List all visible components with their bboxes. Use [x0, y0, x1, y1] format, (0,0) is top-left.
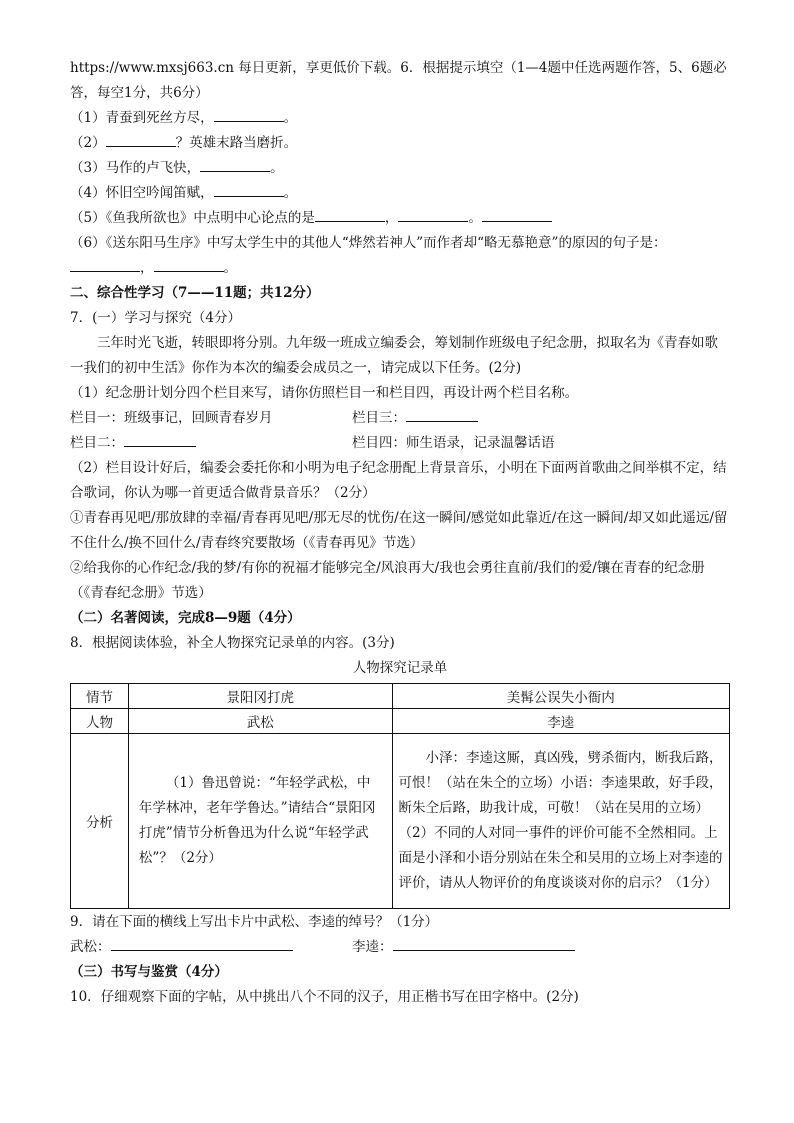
column-2: 栏目二：: [70, 431, 352, 456]
answer-blank[interactable]: [200, 157, 270, 172]
q9-answers: [70, 935, 730, 960]
analysis-quotes: 小泽：李逵这厮，真凶残，劈杀衙内，断我后路，可恨！（站在朱仝的立场）小语：李逵果敢，好手段，断朱仝后路，助我计成，可敬！（站在吴用的立场）: [398, 750, 723, 816]
answer-blank[interactable]: [106, 132, 176, 147]
table-header-cell: 美髯公误失小衙内: [392, 684, 729, 709]
song-1: ①青春再见吧/那放肆的幸福/青春再见吧/那无尽的忧伤/在这一瞬间/感觉如此靠近/在这一瞬间/却又如此遥远/留不住什么/换不回什么/青春终究要散场（《青春再见》节选）: [70, 510, 728, 551]
song-2: ②给我你的心作纪念/我的梦/有你的祝福才能够完全/风浪再大/我也会勇往直前/我们的爱/镶在青春的纪念册（《青春纪念册》节选）: [70, 560, 705, 601]
analysis-question-2: （2）不同的人对同一事件的评价可能不全然相同。上面是小泽和小语分别站在朱仝和吴用的立场上对李逵的评价，请从人物评价的角度谈谈对你的启示？（1分）: [398, 825, 723, 891]
answer-blank[interactable]: [398, 207, 468, 222]
q7-title: 7．(一）学习与探究（4分）: [70, 310, 241, 326]
column-4: 栏目四：师生语录，记录温馨话语: [352, 435, 555, 451]
exam-page: [70, 56, 730, 1010]
answer-blank[interactable]: [214, 107, 284, 122]
table-row: [71, 709, 730, 734]
q6-item-4: （4）怀旧空吟闻笛赋， 。: [70, 181, 730, 206]
analysis-right-cell: [392, 734, 729, 909]
table-cell: 人物: [71, 709, 129, 734]
q6-item-2: （2） ？英雄末路当磨折。: [70, 131, 730, 156]
header-line: https://www.mxsj663.cn 每日更新，享更低价下载。6．根据提示填空（1—4题中任选两题作答，5、6题必: [70, 60, 727, 76]
answer-blank[interactable]: [315, 207, 385, 222]
answer-blank[interactable]: [70, 257, 140, 272]
q7-intro: 三年时光飞逝，转眼即将分别。九年级一班成立编委会，筹划制作班级电子纪念册，拟取名为《青春如歌一我们的初中生活》你作为本次的编委会成员之一，请完成以下任务。(2分): [70, 335, 718, 376]
q7-sub2: （2）栏目设计好后，编委会委托你和小明为电子纪念册配上背景音乐，小明在下面两首歌曲之间举棋不定，结合歌词，你认为哪一首更适合做背景音乐？（2分）: [70, 460, 727, 501]
answer-blank[interactable]: [406, 407, 478, 422]
answer-blank[interactable]: [154, 257, 224, 272]
q9-prompt: 9．请在下面的横线上写出卡片中武松、李逵的绰号？（1分）: [70, 914, 439, 930]
q6-item-6: （6）《送东阳马生序》中写太学生中的其他人“烨然若神人”而作者却“略无慕艳意”的原因的句子是：: [70, 235, 667, 251]
wusong-answer: 武松：: [70, 935, 352, 960]
q8-prompt: 8．根据阅读体验，补全人物探究记录单的内容。(3分): [70, 635, 395, 651]
answer-blank[interactable]: [393, 936, 575, 951]
section-c-title: （三）书写与鉴赏（4分）: [70, 964, 228, 980]
q6-item-1: （1）青蚕到死丝方尽， 。: [70, 106, 730, 131]
column-row-1: [70, 406, 730, 431]
column-3: 栏目三：: [352, 406, 478, 431]
table-row: [71, 734, 730, 909]
table-row: [71, 684, 730, 709]
table-title: 人物探究记录单: [352, 660, 448, 676]
column-1: 栏目一：班级事记，回顾青春岁月: [70, 410, 273, 426]
section-2-title: 二、综合性学习（7——11题；共12分）: [70, 285, 320, 301]
answer-blank[interactable]: [124, 432, 196, 447]
analysis-left-cell: [128, 734, 392, 909]
answer-blank[interactable]: [111, 936, 293, 951]
table-cell: 武松: [128, 709, 392, 734]
q7-sub1: （1）纪念册计划分四个栏目来写，请你仿照栏目一和栏目四，再设计两个栏目名称。: [70, 385, 579, 401]
q6-item-3: （3）马作的卢飞快， 。: [70, 156, 730, 181]
header-line-2: 答，每空1分，共6分）: [70, 85, 209, 101]
table-header-cell: 情节: [71, 684, 129, 709]
likui-answer: 李逵：: [352, 935, 575, 960]
table-cell: 李逵: [392, 709, 729, 734]
q10-prompt: 10．仔细观察下面的字帖，从中挑出八个不同的汉子，用正楷书写在田字格中。(2分): [70, 989, 579, 1005]
q6-item-5: （5）《鱼我所欲也》中点明中心论点的是 ， 。: [70, 206, 730, 231]
answer-blank[interactable]: [482, 207, 552, 222]
column-row-2: [70, 431, 730, 456]
record-table: [70, 683, 730, 909]
analysis-question-1: （1）鲁迅曾说：“年轻学武松，中年学林冲，老年学鲁达。”请结合“景阳冈打虎”情节分析鲁迅为什么说“年轻学武松”？（2分）: [138, 775, 376, 866]
answer-blank[interactable]: [214, 182, 284, 197]
section-b-title: （二）名著阅读，完成8—9题（4分）: [70, 610, 301, 626]
q6-item-6-blanks: ， 。: [70, 256, 730, 281]
table-header-cell: 景阳冈打虎: [128, 684, 392, 709]
table-cell: 分析: [71, 734, 129, 909]
